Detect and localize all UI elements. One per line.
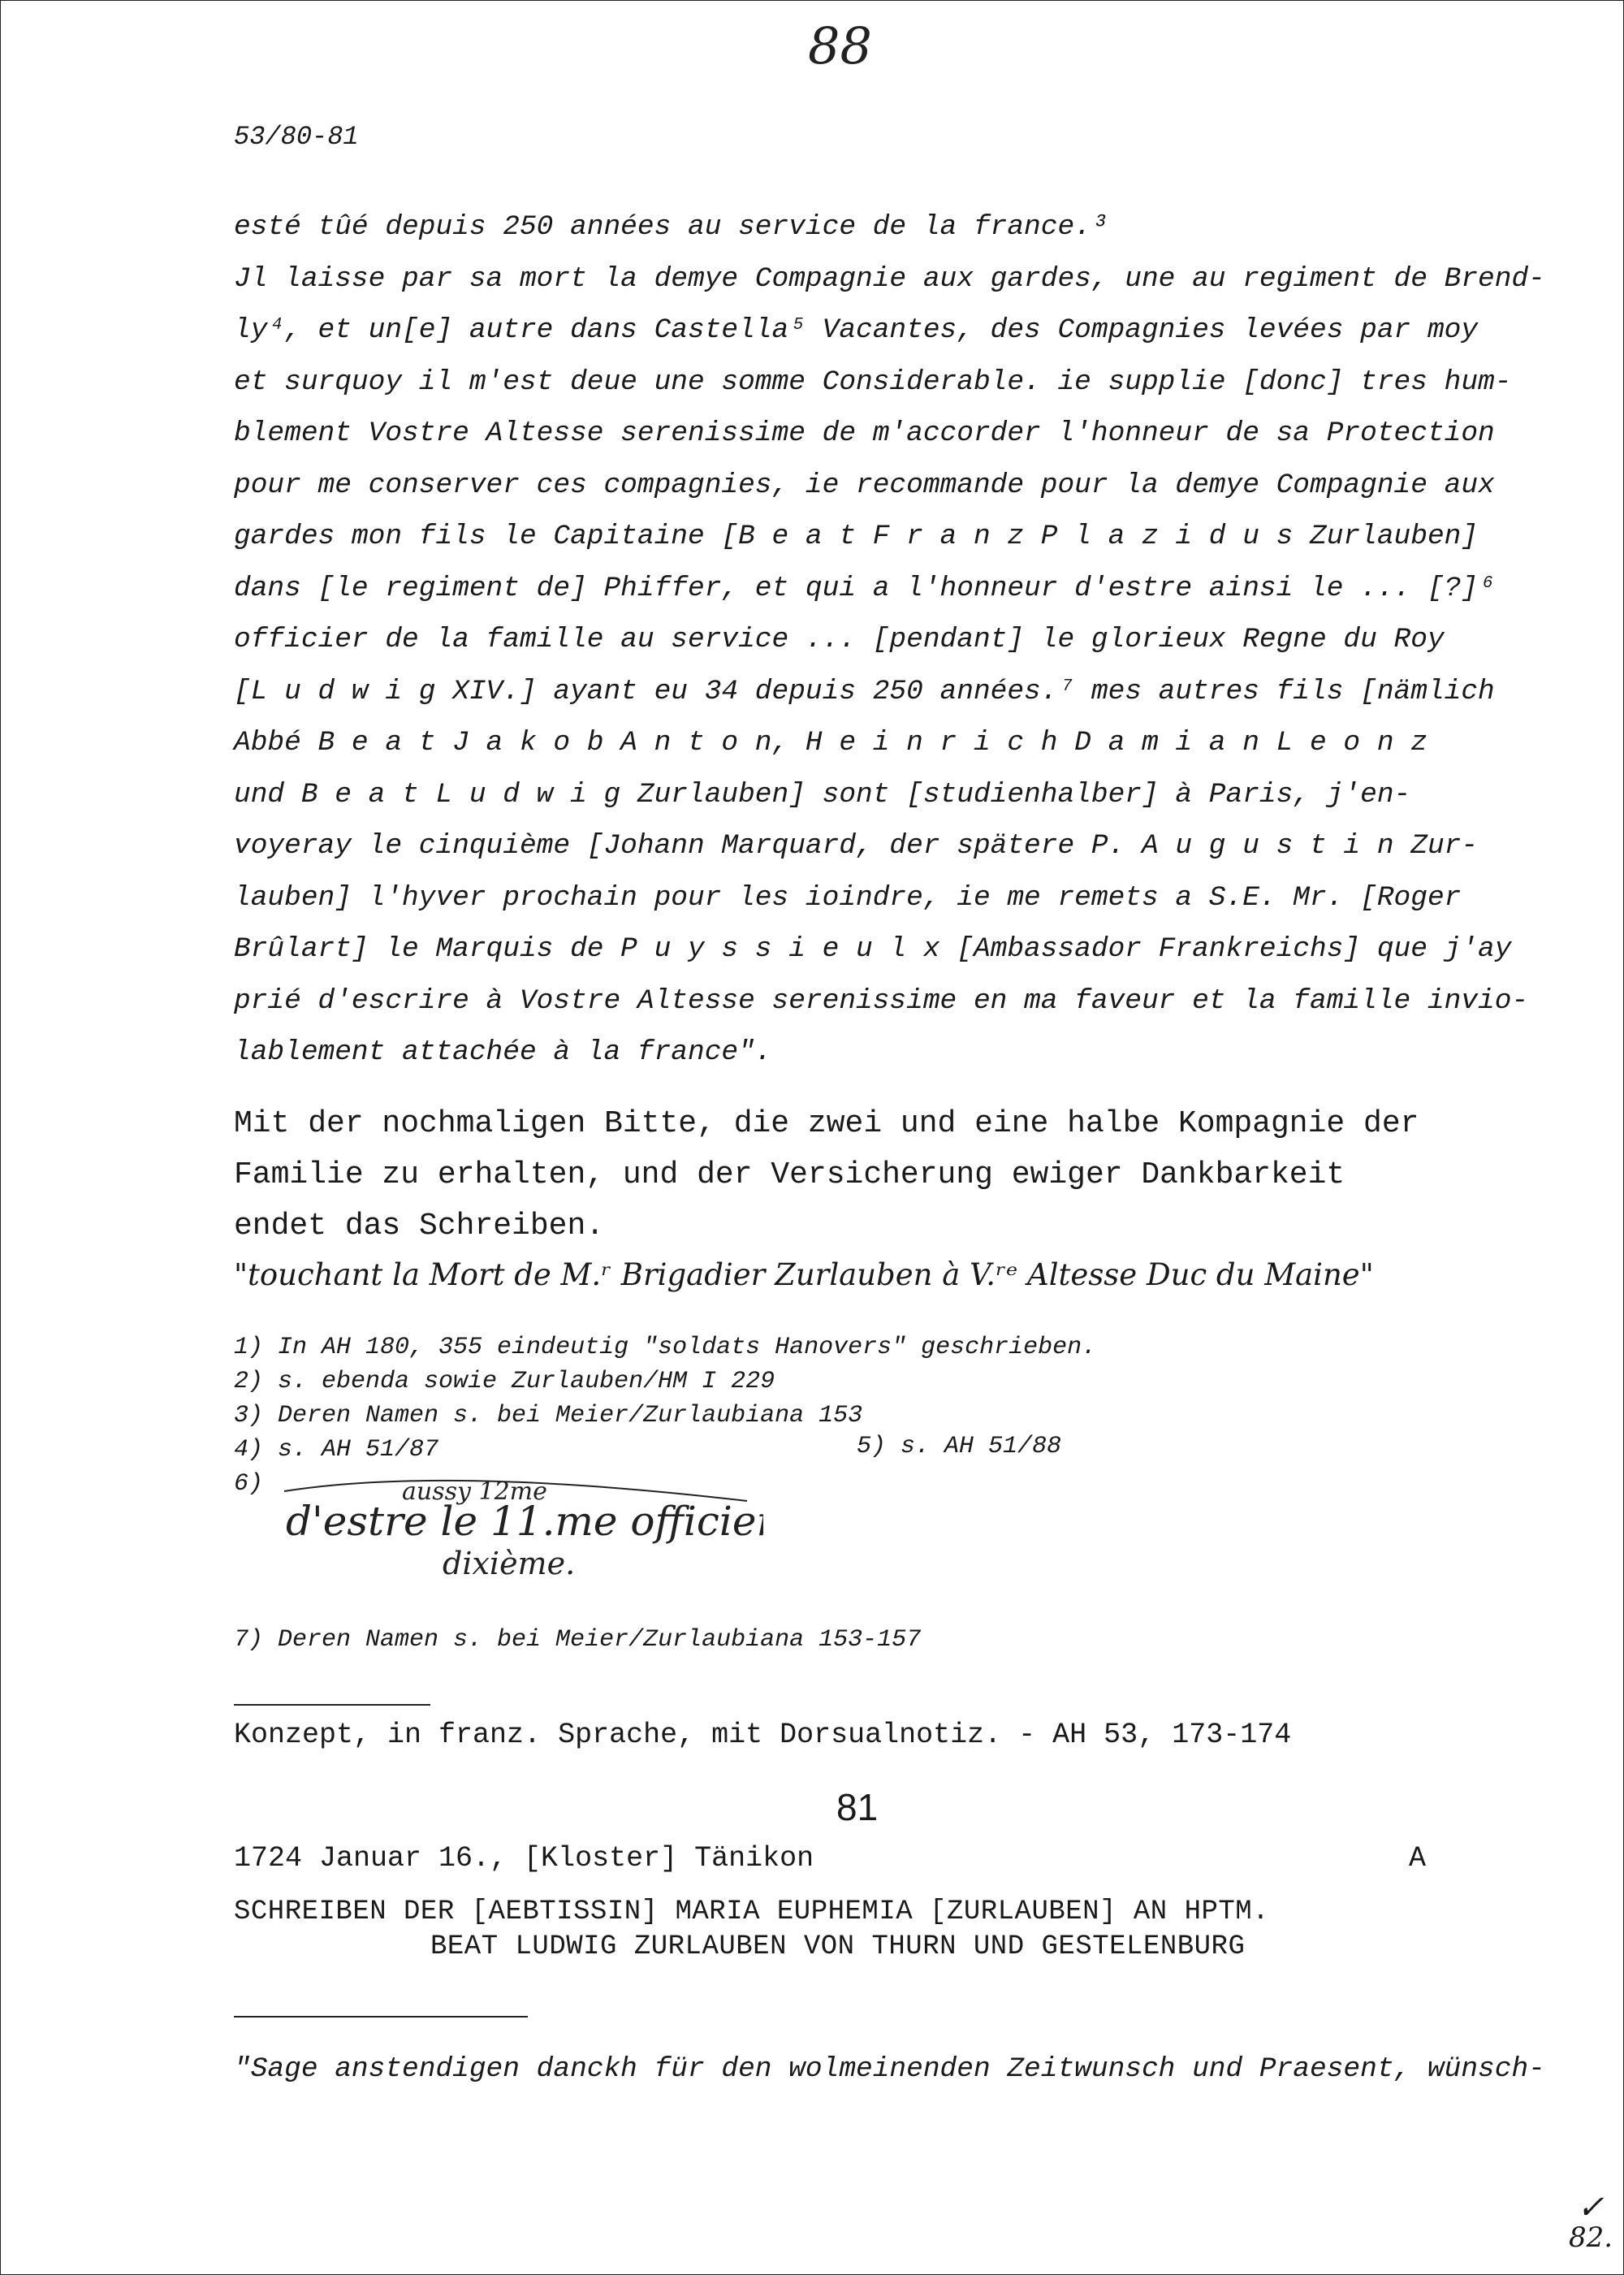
- text-line: Brûlart] le Marquis de P u y s s i e u l x [Ambassador Frankreichs] que j'ay: [234, 933, 1512, 965]
- text-line: voyeray le cinquième [Johann Marquard, der spätere P. A u g u s t i n Zur-: [234, 830, 1479, 862]
- text-line: lablement attachée à la france".: [234, 1036, 772, 1068]
- text-line: dans [le regiment de] Phiffer, et qui a l'honneur d'estre ainsi le ... [?]⁶: [234, 572, 1495, 604]
- text-line: ly⁴, et un[e] autre dans Castella⁵ Vacantes, des Compagnies levées par moy: [234, 314, 1479, 346]
- handwriting-sample: [276, 1468, 763, 1590]
- letter-quote-start: "Sage anstendigen danckh für den wolmeinenden Zeitwunsch und Praesent, wünsch-: [234, 2053, 1545, 2085]
- footnote-7: 7) Deren Namen s. bei Meier/Zurlaubiana 153-157: [234, 1626, 922, 1654]
- handwriting-image: [276, 1468, 763, 1590]
- german-summary-text: [234, 1098, 1517, 1252]
- document-title-line-2: BEAT LUDWIG ZURLAUBEN VON THURN UND GESTELENBURG: [430, 1931, 1246, 1962]
- french-letter-text: [234, 201, 1545, 1079]
- text-line: esté tûé depuis 250 années au service de la france.³: [234, 211, 1108, 243]
- footnote-6: 6): [234, 1470, 264, 1498]
- text-line: prié d'escrire à Vostre Altesse serenissime en ma faveur et la famille invio-: [234, 984, 1529, 1017]
- document-number: 81: [836, 1786, 879, 1828]
- text-line: blement Vostre Altesse serenissime de m'accorder l'honneur de sa Protection: [234, 417, 1495, 449]
- svg-text:dixième.: dixième.: [443, 1546, 576, 1581]
- text-line: pour me conserver ces compagnies, ie recommande pour la demye Compagnie aux: [234, 469, 1495, 501]
- text-line: und B e a t L u d w i g Zurlauben] sont [studienhalber] à Paris, j'en-: [234, 778, 1411, 811]
- text-line: lauben] l'hyver prochain pour les ioindre, ie me remets a S.E. Mr. [Roger: [234, 881, 1462, 914]
- text-line: Abbé B e a t J a k o b A n t o n, H e i n r i c h D a m i a n L e o n z: [234, 727, 1427, 759]
- margin-page-reference: 82.: [1569, 2221, 1613, 2254]
- footnote-2: 2) s. ebenda sowie Zurlauben/HM I 229: [234, 1368, 775, 1395]
- dorsal-note: "touchant la Mort de M.ʳ Brigadier Zurlauben à V.ʳᵉ Altesse Duc du Maine": [234, 1257, 1374, 1292]
- svg-text:aussy 12me: aussy 12me: [402, 1477, 547, 1506]
- text-line: endet das Schreiben.: [234, 1209, 605, 1243]
- divider-rule: [234, 1704, 430, 1706]
- text-line: Jl laisse par sa mort la demye Compagnie aux gardes, une au regiment de Brend-: [234, 262, 1545, 295]
- text-line: Mit der nochmaligen Bitte, die zwei und eine halbe Kompagnie der: [234, 1106, 1419, 1141]
- text-line: Familie zu erhalten, und der Versicherung ewiger Dankbarkeit: [234, 1157, 1345, 1192]
- source-note: Konzept, in franz. Sprache, mit Dorsualnotiz. - AH 53, 173-174: [234, 1719, 1292, 1751]
- document-title-line-1: SCHREIBEN DER [AEBTISSIN] MARIA EUPHEMIA [ZURLAUBEN] AN HPTM.: [234, 1897, 1270, 1927]
- footnote-4: 4) s. AH 51/87: [234, 1436, 439, 1464]
- text-line: gardes mon fils le Capitaine [B e a t F r a n z P l a z i d u s Zurlauben]: [234, 521, 1479, 552]
- divider-rule: [234, 2016, 528, 2018]
- document-category: A: [1409, 1842, 1427, 1875]
- text-line: [L u d w i g XIV.] ayant eu 34 depuis 250 années.⁷ mes autres fils [nämlich: [234, 675, 1495, 707]
- text-line: et surquoy il m'est deue une somme Considerable. ie supplie [donc] tres hum-: [234, 365, 1512, 398]
- text-line: officier de la famille au service ... [pendant] le glorieux Regne du Roy: [234, 624, 1445, 655]
- svg-text:d'estre le 11.me officier: d'estre le 11.me officier: [286, 1498, 763, 1545]
- footnote-5: 5) s. AH 51/88: [857, 1433, 1062, 1460]
- handwritten-page-number: 88: [808, 16, 872, 76]
- footnote-1: 1) In AH 180, 355 eindeutig "soldats Hanovers" geschrieben.: [234, 1334, 1097, 1361]
- footnote-3: 3) Deren Namen s. bei Meier/Zurlaubiana 153: [234, 1402, 863, 1429]
- document-dateline: 1724 Januar 16., [Kloster] Tänikon: [234, 1842, 814, 1875]
- check-mark: ✓: [1577, 2189, 1605, 2226]
- document-reference: 53/80-81: [234, 122, 359, 152]
